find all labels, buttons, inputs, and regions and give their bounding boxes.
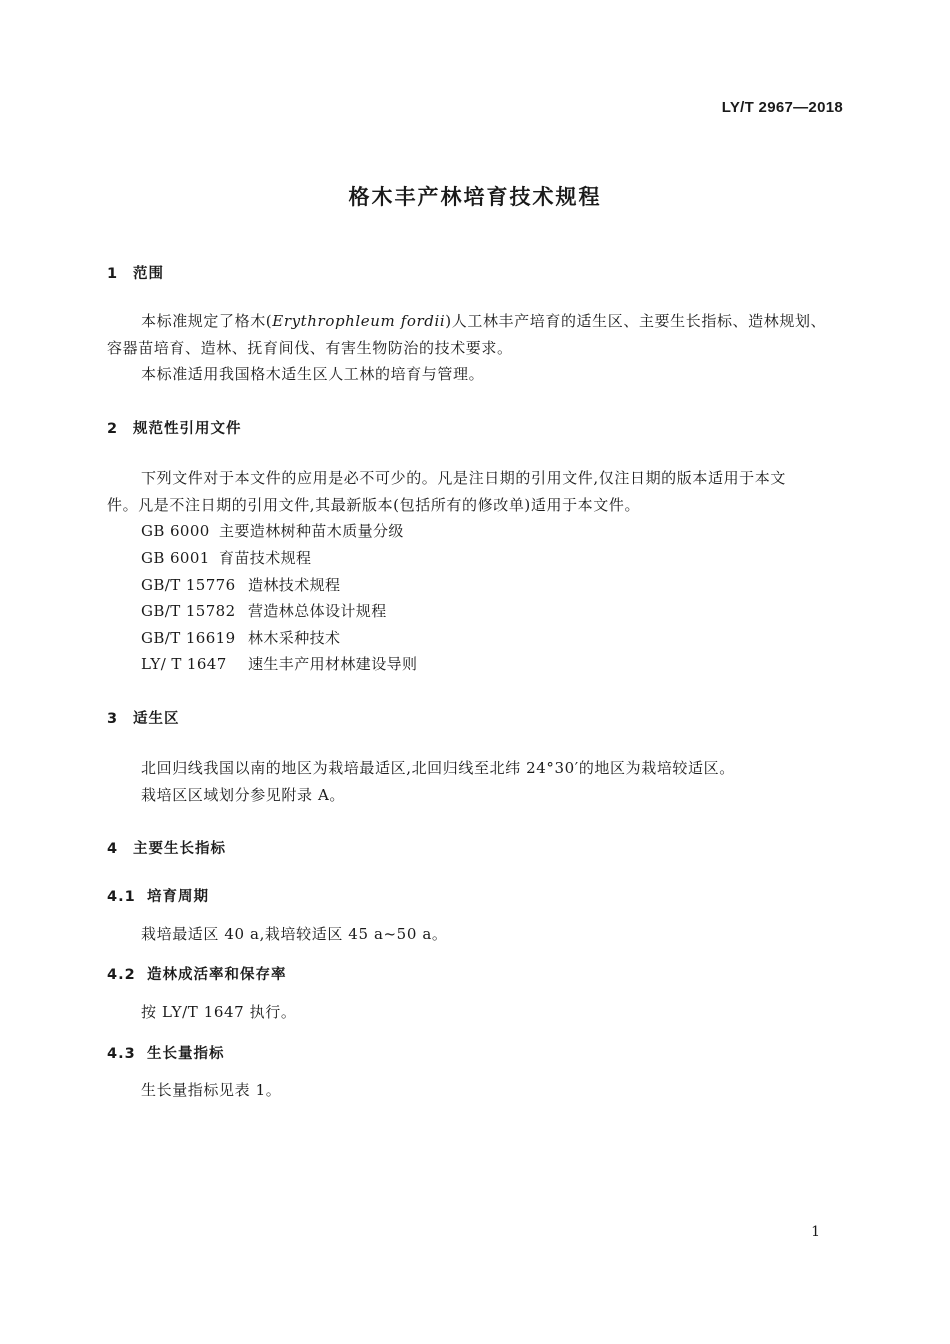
reference-code: GB/T 15782 <box>141 602 236 620</box>
subsection-number: 4.1 <box>107 889 136 905</box>
section-3-heading <box>107 707 180 728</box>
paragraph-line: 按 LY/T 1647 执行。 <box>141 1003 297 1021</box>
reference-name: 营造林总体设计规程 <box>248 602 387 620</box>
reference-name: 林木采种技术 <box>248 629 341 647</box>
subsection-4-2-text <box>107 999 843 1026</box>
reference-name: 育苗技术规程 <box>219 549 312 567</box>
paragraph-line: 北回归线我国以南的地区为栽培最适区,北回归线至北纬 24°30′的地区为栽培较适区。 <box>141 759 735 777</box>
section-title: 范围 <box>133 266 164 282</box>
reference-code: GB 6001 <box>141 549 210 567</box>
section-number: 1 <box>107 266 119 282</box>
section-number: 4 <box>107 841 119 857</box>
subsection-4-3-text <box>107 1077 843 1104</box>
reference-item <box>141 545 311 572</box>
section-2-paragraph-1 <box>107 465 843 518</box>
reference-code: GB/T 15776 <box>141 576 236 594</box>
paragraph-line: 容器苗培育、造林、抚育间伐、有害生物防治的技术要求。 <box>107 338 513 357</box>
reference-code: LY/ T 1647 <box>141 655 227 673</box>
paragraph-line: 本标准适用我国格木适生区人工林的培育与管理。 <box>141 365 485 383</box>
subsection-title: 造林成活率和保存率 <box>147 967 287 983</box>
reference-item <box>141 598 387 625</box>
reference-item <box>141 625 340 652</box>
section-1-paragraph-1 <box>107 308 843 388</box>
subsection-4-3-heading <box>107 1042 225 1063</box>
reference-code: GB/T 16619 <box>141 629 236 647</box>
paragraph-line: 栽培最适区 40 a,栽培较适区 45 a~50 a。 <box>141 925 448 943</box>
subsection-title: 培育周期 <box>147 889 209 905</box>
reference-item <box>141 572 340 599</box>
reference-name: 速生丰产用材林建设导则 <box>248 655 418 673</box>
subsection-4-1-text <box>107 921 843 948</box>
section-title: 规范性引用文件 <box>133 421 242 437</box>
paragraph-line: 下列文件对于本文件的应用是必不可少的。凡是注日期的引用文件,仅注日期的版本适用于本文 <box>141 469 786 487</box>
text-run: 本标准规定了格木( <box>141 312 273 330</box>
section-title: 适生区 <box>133 711 180 727</box>
subsection-4-2-heading <box>107 963 287 984</box>
paragraph-line <box>107 308 843 335</box>
reference-name: 主要造林树种苗木质量分级 <box>219 522 404 540</box>
section-number: 2 <box>107 421 119 437</box>
latin-species-name: Erythrophleum fordii <box>272 312 446 330</box>
subsection-title: 生长量指标 <box>147 1046 225 1062</box>
reference-code: GB 6000 <box>141 522 210 540</box>
subsection-number: 4.2 <box>107 967 136 983</box>
section-1-heading <box>107 262 164 283</box>
text-run: )人工林丰产培育的适生区、主要生长指标、造林规划、 <box>445 312 827 330</box>
reference-name: 造林技术规程 <box>248 576 341 594</box>
document-title: 格木丰产林培育技术规程 <box>348 185 602 209</box>
standard-code: LY/T 2967—2018 <box>721 99 843 116</box>
paragraph-line: 生长量指标见表 1。 <box>141 1081 282 1099</box>
section-title: 主要生长指标 <box>133 841 226 857</box>
paragraph-line: 件。凡是不注日期的引用文件,其最新版本(包括所有的修改单)适用于本文件。 <box>107 495 641 514</box>
section-4-heading <box>107 837 226 858</box>
section-3-paragraphs <box>107 755 843 808</box>
reference-item <box>141 651 417 678</box>
reference-item <box>141 518 404 545</box>
paragraph-line: 栽培区区域划分参见附录 A。 <box>141 785 346 804</box>
subsection-number: 4.3 <box>107 1046 136 1062</box>
section-number: 3 <box>107 711 119 727</box>
section-2-heading <box>107 417 242 438</box>
page-number: 1 <box>811 1224 820 1240</box>
subsection-4-1-heading <box>107 885 209 906</box>
